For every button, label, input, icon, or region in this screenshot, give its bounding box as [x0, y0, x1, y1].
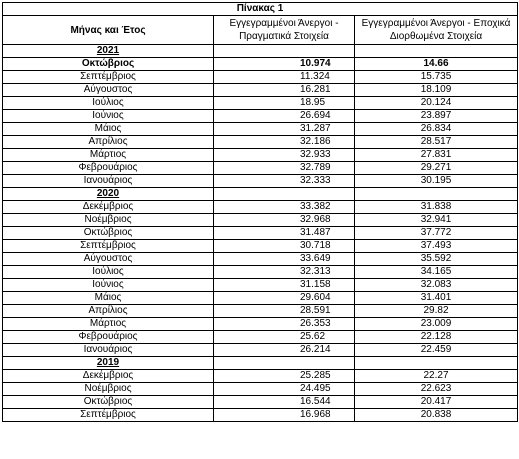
empty-cell [355, 357, 518, 370]
actual-value: 32.789 [300, 162, 331, 173]
actual-cell [214, 110, 355, 123]
month-cell: Ιανουάριος [3, 344, 214, 357]
month-cell: Φεβρουάριος [3, 331, 214, 344]
seasonal-cell [355, 279, 518, 292]
actual-value: 25.285 [300, 370, 331, 381]
actual-value: 16.544 [300, 396, 331, 407]
seasonal-cell [355, 318, 518, 331]
seasonal-cell [355, 84, 518, 97]
table-row [3, 227, 518, 240]
month-cell: Δεκέμβριος [3, 370, 214, 383]
actual-cell [214, 123, 355, 136]
actual-cell [214, 149, 355, 162]
actual-value: 29.604 [300, 292, 331, 303]
seasonal-cell [355, 162, 518, 175]
seasonal-value: 14.66 [423, 58, 449, 69]
seasonal-value: 22.128 [420, 331, 452, 342]
seasonal-cell [355, 331, 518, 344]
actual-cell [214, 84, 355, 97]
actual-value: 25.62 [300, 331, 326, 342]
month-cell: Μάιος [3, 292, 214, 305]
seasonal-value: 27.831 [420, 149, 452, 160]
table-row [3, 266, 518, 279]
table-row [3, 123, 518, 136]
seasonal-value: 37.493 [420, 240, 452, 251]
table-row [3, 370, 518, 383]
seasonal-value: 20.417 [420, 396, 452, 407]
actual-cell [214, 240, 355, 253]
actual-value: 31.287 [300, 123, 331, 134]
header-row [3, 16, 518, 45]
empty-cell [355, 188, 518, 201]
month-cell: Σεπτέμβριος [3, 240, 214, 253]
year-row [3, 45, 518, 58]
seasonal-cell [355, 383, 518, 396]
actual-value: 32.186 [300, 136, 331, 147]
table-row [3, 201, 518, 214]
actual-cell [214, 396, 355, 409]
actual-cell [214, 201, 355, 214]
table-row [3, 175, 518, 188]
month-cell: Απρίλιος [3, 136, 214, 149]
seasonal-cell [355, 71, 518, 84]
year-label: 2019 [3, 357, 214, 370]
seasonal-value: 37.772 [420, 227, 452, 238]
actual-cell [214, 227, 355, 240]
month-cell: Οκτώβριος [3, 58, 214, 71]
month-cell: Σεπτέμβριος [3, 409, 214, 422]
actual-value: 10.974 [300, 58, 331, 69]
table-row [3, 162, 518, 175]
seasonal-value: 23.009 [420, 318, 452, 329]
actual-cell [214, 331, 355, 344]
seasonal-cell [355, 305, 518, 318]
actual-value: 33.649 [300, 253, 331, 264]
title-row [3, 3, 518, 16]
seasonal-cell [355, 344, 518, 357]
month-cell: Νοέμβριος [3, 214, 214, 227]
table-row [3, 240, 518, 253]
seasonal-cell [355, 266, 518, 279]
actual-cell [214, 383, 355, 396]
table-wrapper [2, 2, 518, 422]
seasonal-cell [355, 110, 518, 123]
seasonal-cell [355, 149, 518, 162]
seasonal-value: 32.941 [420, 214, 452, 225]
actual-cell [214, 279, 355, 292]
actual-value: 26.694 [300, 110, 331, 121]
table-row [3, 97, 518, 110]
table-row [3, 71, 518, 84]
seasonal-cell [355, 240, 518, 253]
seasonal-cell [355, 227, 518, 240]
table-row [3, 279, 518, 292]
month-cell: Ιούλιος [3, 266, 214, 279]
seasonal-value: 29.271 [420, 162, 452, 173]
seasonal-cell [355, 253, 518, 266]
seasonal-cell [355, 370, 518, 383]
table-row [3, 318, 518, 331]
actual-value: 11.324 [300, 71, 330, 82]
month-cell: Δεκέμβριος [3, 201, 214, 214]
table-row [3, 136, 518, 149]
unemployment-table [2, 2, 518, 422]
seasonal-value: 31.838 [420, 201, 452, 212]
seasonal-value: 22.27 [423, 370, 449, 381]
seasonal-value: 34.165 [420, 266, 452, 277]
seasonal-value: 22.623 [420, 383, 452, 394]
month-cell: Ιανουάριος [3, 175, 214, 188]
actual-value: 31.487 [300, 227, 331, 238]
seasonal-cell [355, 214, 518, 227]
actual-cell [214, 253, 355, 266]
actual-value: 24.495 [300, 383, 331, 394]
year-row [3, 357, 518, 370]
header-month-year: Μήνας και Έτος [3, 16, 214, 45]
seasonal-value: 18.109 [420, 84, 452, 95]
actual-cell [214, 214, 355, 227]
header-seasonal: Εγγεγραμμένοι Άνεργοι - Εποχικά Διορθωμένα Στοιχεία [355, 16, 518, 45]
month-cell: Μάρτιος [3, 149, 214, 162]
actual-value: 28.591 [300, 305, 331, 316]
actual-cell [214, 58, 355, 71]
month-cell: Σεπτέμβριος [3, 71, 214, 84]
actual-cell [214, 162, 355, 175]
actual-cell [214, 175, 355, 188]
actual-cell [214, 305, 355, 318]
month-cell: Οκτώβριος [3, 396, 214, 409]
actual-value: 16.281 [300, 84, 331, 95]
empty-cell [214, 188, 355, 201]
year-row [3, 188, 518, 201]
seasonal-cell [355, 123, 518, 136]
actual-cell [214, 97, 355, 110]
seasonal-value: 29.82 [423, 305, 449, 316]
month-cell: Ιούνιος [3, 279, 214, 292]
table-row [3, 409, 518, 422]
actual-value: 32.968 [300, 214, 331, 225]
seasonal-value: 15.735 [420, 71, 452, 82]
month-cell: Μάρτιος [3, 318, 214, 331]
table-row [3, 344, 518, 357]
table-title: Πίνακας 1 [3, 3, 518, 16]
table-row [3, 383, 518, 396]
month-cell: Ιούνιος [3, 110, 214, 123]
seasonal-value: 20.838 [420, 409, 452, 420]
seasonal-cell [355, 409, 518, 422]
seasonal-value: 20.124 [420, 97, 452, 108]
table-row [3, 396, 518, 409]
seasonal-cell [355, 58, 518, 71]
actual-value: 16.968 [300, 409, 331, 420]
seasonal-value: 31.401 [420, 292, 452, 303]
actual-value: 18.95 [300, 97, 326, 108]
month-cell: Απρίλιος [3, 305, 214, 318]
month-cell: Φεβρουάριος [3, 162, 214, 175]
actual-value: 31.158 [300, 279, 331, 290]
table-row [3, 110, 518, 123]
month-cell: Αύγουστος [3, 253, 214, 266]
seasonal-cell [355, 136, 518, 149]
seasonal-value: 22.459 [420, 344, 452, 355]
actual-cell [214, 71, 355, 84]
year-label: 2021 [3, 45, 214, 58]
actual-value: 32.933 [300, 149, 331, 160]
actual-cell [214, 370, 355, 383]
actual-value: 33.382 [300, 201, 331, 212]
actual-value: 26.214 [300, 344, 331, 355]
seasonal-cell [355, 292, 518, 305]
seasonal-value: 35.592 [420, 253, 452, 264]
actual-cell [214, 292, 355, 305]
table-row [3, 331, 518, 344]
table-row [3, 84, 518, 97]
table-row [3, 214, 518, 227]
actual-cell [214, 409, 355, 422]
table-row [3, 292, 518, 305]
seasonal-cell [355, 201, 518, 214]
seasonal-value: 28.517 [420, 136, 452, 147]
month-cell: Ιούλιος [3, 97, 214, 110]
actual-value: 32.333 [300, 175, 331, 186]
month-cell: Οκτώβριος [3, 227, 214, 240]
seasonal-cell [355, 97, 518, 110]
table-row [3, 149, 518, 162]
actual-value: 26.353 [300, 318, 331, 329]
seasonal-value: 30.195 [420, 175, 452, 186]
actual-cell [214, 136, 355, 149]
month-cell: Αύγουστος [3, 84, 214, 97]
empty-cell [214, 357, 355, 370]
actual-cell [214, 318, 355, 331]
seasonal-value: 23.897 [420, 110, 452, 121]
actual-cell [214, 266, 355, 279]
actual-value: 32.313 [300, 266, 331, 277]
seasonal-cell [355, 175, 518, 188]
empty-cell [355, 45, 518, 58]
year-label: 2020 [3, 188, 214, 201]
seasonal-cell [355, 396, 518, 409]
empty-cell [214, 45, 355, 58]
table-row [3, 305, 518, 318]
seasonal-value: 32.083 [420, 279, 452, 290]
month-cell: Νοέμβριος [3, 383, 214, 396]
table-row [3, 253, 518, 266]
seasonal-value: 26.834 [420, 123, 452, 134]
table-row [3, 58, 518, 71]
month-cell: Μάιος [3, 123, 214, 136]
actual-cell [214, 344, 355, 357]
actual-value: 30.718 [300, 240, 331, 251]
header-actual: Εγγεγραμμένοι Άνεργοι - Πραγματικά Στοιχεία [214, 16, 355, 45]
